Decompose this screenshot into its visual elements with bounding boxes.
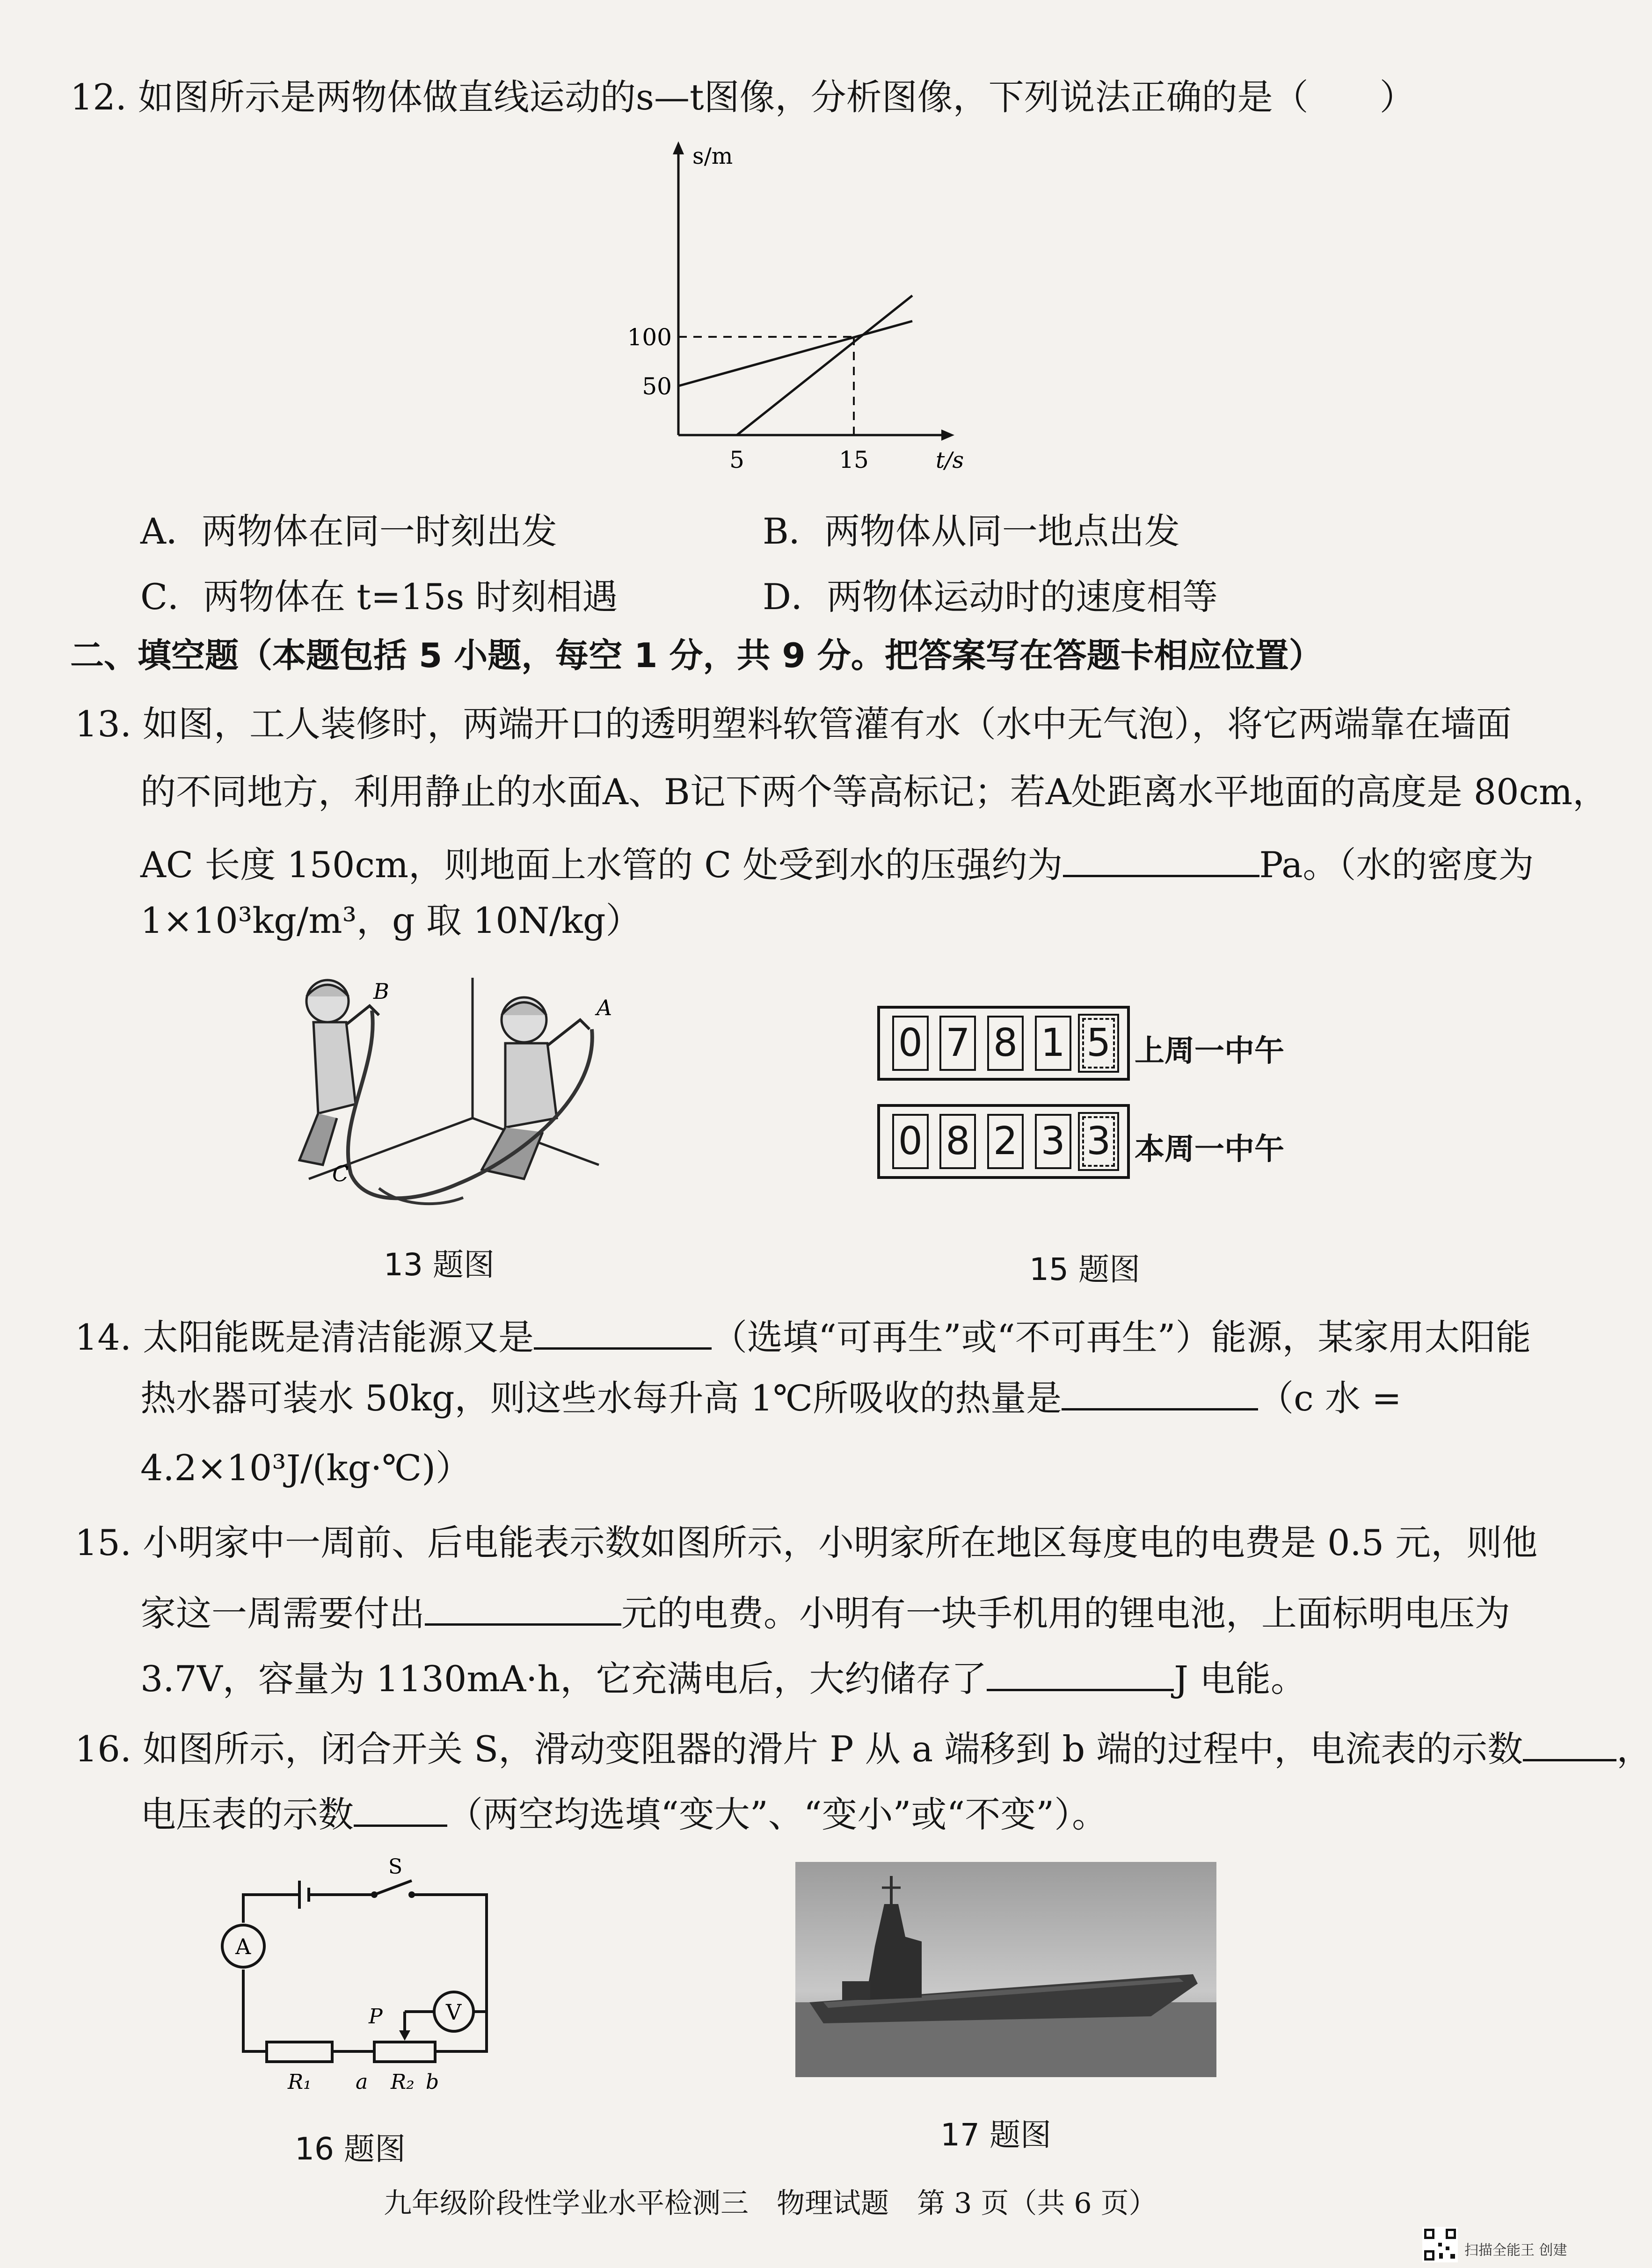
rheostat-end-a: a: [356, 2070, 368, 2094]
q16-line2-tail: （两空均选填“变大”、“变小”或“不变”）。: [447, 1794, 1108, 1835]
ammeter-label: A: [235, 1934, 251, 1959]
series-line-1: [678, 321, 912, 386]
q15-answer-blank-2: [987, 1656, 1174, 1691]
q15-line3-text: 3.7V，容量为 1130mA·h，它充满电后，大约储存了: [140, 1658, 987, 1700]
scanner-watermark: 扫描全能王 创建: [1464, 2242, 1567, 2259]
y-axis-arrow: [673, 141, 684, 154]
q14-line2-text: 热水器可装水 50kg，则这些水每升高 1℃所吸收的热量是: [140, 1377, 1062, 1419]
q16-circuit-diagram: [211, 1853, 515, 2096]
q13-line3-tail: Pa。（水的密度为: [1259, 844, 1534, 886]
meter-digit: 8: [939, 1114, 976, 1169]
series-line-2: [737, 296, 912, 435]
q16-line1: [75, 1726, 1652, 1770]
q14-answer-blank-2: [1062, 1375, 1258, 1410]
q13-answer-blank: [1063, 842, 1259, 877]
chart-plot-area: [627, 141, 964, 473]
q15-caption: 15 题图: [1029, 1251, 1140, 1287]
slider-label-p: P: [369, 2005, 383, 2028]
circuit-label-s: S: [388, 1855, 403, 1879]
q13-label-a: A: [597, 995, 612, 1020]
q14-line2-tail: （c 水 =: [1258, 1377, 1402, 1419]
q16-line2-text: 电压表的示数: [140, 1794, 354, 1835]
q14-answer-blank-1: [534, 1315, 712, 1350]
q15-line2-tail: 元的电费。小明有一块手机用的锂电池，上面标明电压为: [621, 1592, 1510, 1634]
section-2-title: 二、填空题（本题包括 5 小题，每空 1 分，共 9 分。把答案写在答题卡相应位置）: [70, 636, 1323, 675]
meter-label-last-week: 上周一中午: [1135, 1034, 1284, 1069]
q16-caption: 16 题图: [295, 2131, 406, 2167]
meter-decimal-digit: 5: [1082, 1018, 1115, 1069]
q13-line3: [140, 842, 1534, 886]
meter-digit: 0: [892, 1114, 929, 1169]
meter-digit: 7: [939, 1016, 976, 1071]
q16-line2: [140, 1792, 1108, 1835]
q12-option-b: B．两物体从同一地点出发: [763, 510, 1180, 552]
q15-line2: [140, 1591, 1510, 1634]
q16-answer-blank-1: [1523, 1726, 1616, 1761]
meter-digit: 0: [892, 1016, 929, 1071]
voltmeter-label: V: [446, 1999, 462, 2025]
meter-this-week: [877, 1104, 1130, 1179]
q16-line1-tail: ，: [1616, 1728, 1652, 1770]
meter-digit: 3: [1035, 1114, 1071, 1169]
q14-line1-text: 14. 太阳能既是清洁能源又是: [75, 1316, 534, 1358]
q13-caption: 13 题图: [384, 1247, 495, 1283]
q16-answer-blank-2: [354, 1792, 447, 1827]
q16-line1-text: 16. 如图所示，闭合开关 S，滑动变阻器的滑片 P 从 a 端移到 b 端的过程中，电流表的示数: [75, 1728, 1523, 1770]
q17-aircraft-carrier-photo: [795, 1862, 1216, 2077]
y-tick-label: 50: [642, 373, 672, 400]
y-axis-label: s/m: [692, 143, 733, 169]
q13-label-c: C: [332, 1161, 349, 1186]
q15-line1: 15. 小明家中一周前、后电能表示数如图所示，小明家所在地区每度电的电费是 0.5 元，则他: [75, 1522, 1538, 1563]
q13-figure-workers: [262, 964, 618, 1216]
q12-option-d: D．两物体运动时的速度相等: [763, 576, 1218, 618]
st-graph: [608, 136, 1006, 491]
x-axis-label: t/s: [936, 447, 964, 473]
q15-answer-blank-1: [425, 1591, 621, 1626]
q12-option-a: A．两物体在同一时刻出发: [140, 510, 557, 552]
q14-line1: [75, 1315, 1531, 1358]
q15-line3-tail: J 电能。: [1174, 1658, 1307, 1700]
q13-line4: 1×10³kg/m³，g 取 10N/kg）: [140, 900, 641, 941]
footer-page-info: 九年级阶段性学业水平检测三 物理试题 第 3 页（共 6 页）: [384, 2187, 1157, 2220]
rheostat-r2-label: R₂: [391, 2070, 415, 2094]
rheostat-end-b: b: [426, 2070, 439, 2094]
q12-option-c: C．两物体在 t=15s 时刻相遇: [140, 576, 618, 618]
q15-line2-text: 家这一周需要付出: [140, 1592, 425, 1634]
meter-digit: 1: [1035, 1016, 1071, 1071]
q14-line1-tail: （选填“可再生”或“不可再生”）能源，某家用太阳能: [712, 1316, 1531, 1358]
y-tick-label: 100: [627, 324, 672, 351]
meter-digit: 2: [987, 1114, 1024, 1169]
q13-line2: 的不同地方，利用静止的水面A、B记下两个等高标记；若A处距离水平地面的高度是 80cm，: [140, 771, 1608, 813]
q17-caption: 17 题图: [940, 2117, 1051, 2153]
x-tick-label: 15: [839, 446, 869, 473]
meter-decimal-digit: 3: [1082, 1116, 1115, 1167]
meter-label-this-week: 本周一中午: [1135, 1132, 1284, 1167]
q14-line2: [140, 1375, 1402, 1419]
meter-digit: 8: [987, 1016, 1024, 1071]
meter-last-week: [877, 1006, 1130, 1081]
q15-line3: [140, 1656, 1307, 1700]
x-tick-label: 5: [729, 446, 744, 473]
x-axis-arrow: [941, 429, 954, 441]
q13-line1: 13. 如图，工人装修时，两端开口的透明塑料软管灌有水（水中无气泡），将它两端靠在墙面: [75, 703, 1512, 745]
q13-label-b: B: [373, 979, 389, 1004]
q14-line3: 4.2×10³J/(kg·℃)）: [140, 1447, 471, 1489]
q13-line3-text: AC 长度 150cm，则地面上水管的 C 处受到水的压强约为: [140, 844, 1063, 886]
qr-code-icon: [1422, 2227, 1458, 2262]
q12-stem: 12. 如图所示是两物体做直线运动的s—t图像，分析图像，下列说法正确的是（ ）: [70, 76, 1415, 118]
resistor-r1-label: R₁: [288, 2070, 312, 2094]
